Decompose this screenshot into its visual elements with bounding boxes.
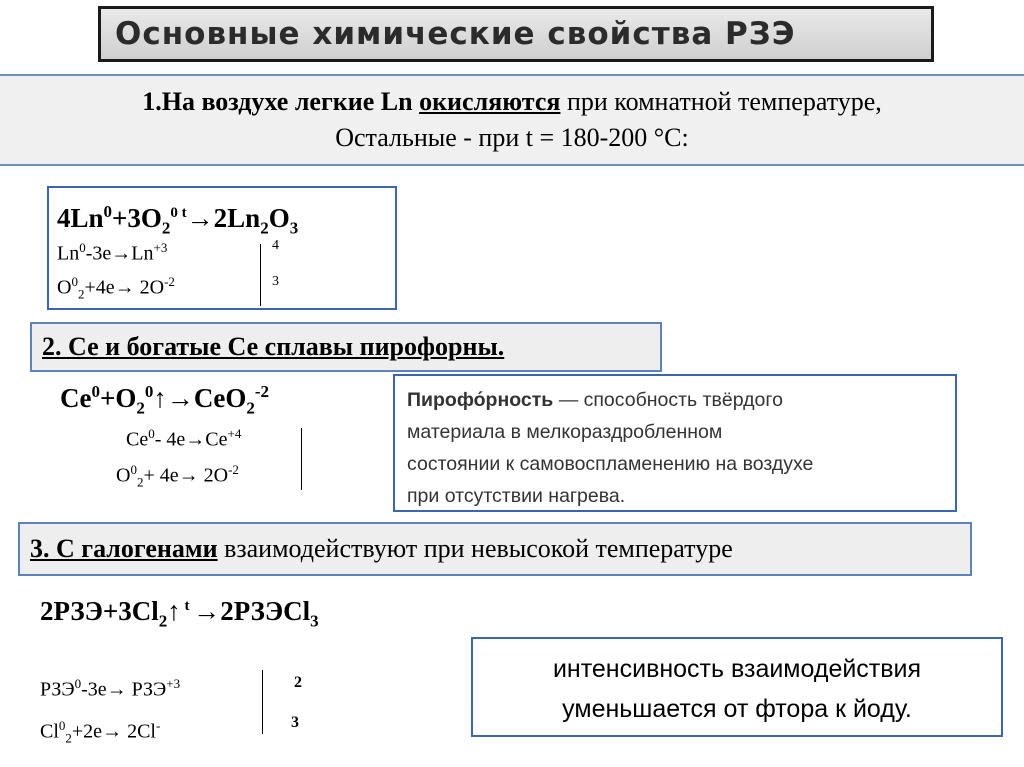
reaction1-coef1: 4	[272, 238, 279, 253]
reaction1-box	[47, 186, 397, 310]
reaction2-half1: Ce$^0$- $4e\to Ce^{+4}$	[126, 426, 242, 451]
note-box	[471, 637, 1003, 737]
reaction3-half2: $Cl^0_2+2e\to 2Cl^-$	[40, 718, 161, 746]
section3-banner	[18, 522, 972, 576]
reaction3-coef1: 2	[294, 674, 302, 691]
reaction3-half1: $РЗЭ^0-3e\to РЗЭ^{+3}$	[40, 676, 181, 701]
reaction2-divider	[301, 428, 302, 490]
section3-rest: взаимодействуют при невысокой температуре	[217, 534, 733, 563]
section3-underlined: 3. С галогенами	[30, 534, 218, 563]
section1-line1	[0, 84, 1024, 120]
slide-title	[98, 6, 934, 62]
reaction1-coef2: 3	[272, 274, 279, 289]
section2-label: 2. Се и богатые Се сплавы пирофорны.	[42, 332, 505, 361]
definition-line3: состоянии к самовоспламенению на воздухе	[407, 453, 814, 475]
section1-banner	[0, 74, 1024, 166]
reaction1-equation: $4Ln^0+3O_2^{0 t}\to 2Ln_2O_3$	[57, 202, 299, 238]
definition-term: Пирофо́рность	[407, 389, 554, 411]
reaction3-coef2: 3	[291, 714, 299, 731]
section1-bold: 1.На воздухе легкие Ln	[142, 87, 420, 116]
note-line1: интенсивность взаимодействия	[552, 655, 922, 683]
section1-underlined: окисляются	[419, 87, 561, 116]
reaction1-half1: $Ln^0-3e\to Ln^{+3}$	[57, 240, 168, 265]
reaction1-half2: $O^0_2+4e\to 2O^{-2}$	[57, 274, 175, 302]
note-line2: уменьшается от фтора к йоду.	[562, 695, 912, 723]
definition-box	[393, 374, 957, 512]
section1-rest: при комнатной температуре,	[560, 87, 882, 116]
reaction3-divider	[262, 670, 263, 734]
section1-line2: Остальные - при t = 180-200 °С:	[335, 123, 689, 152]
definition-line2: материала в мелкораздробленном	[407, 421, 723, 443]
reaction2-equation: $Ce^0+O_2^0↑\to CeO_2^{-2}$	[60, 382, 270, 418]
slide-title-text: Основные химические свойства РЗЭ	[115, 16, 796, 52]
reaction1-divider	[260, 244, 261, 306]
definition-line1: Пирофо́рность — способность твёрдого	[407, 389, 783, 411]
reaction3-equation: $2РЗЭ+3Cl_2↑$ $^t$ →2РЗЭCl$_3$	[40, 596, 319, 631]
section2-banner	[30, 322, 662, 372]
definition-line4: при отсутствии нагрева.	[407, 485, 626, 507]
reaction2-half2: $O^0_2+ 4e\to 2O^{-2}$	[116, 462, 239, 490]
